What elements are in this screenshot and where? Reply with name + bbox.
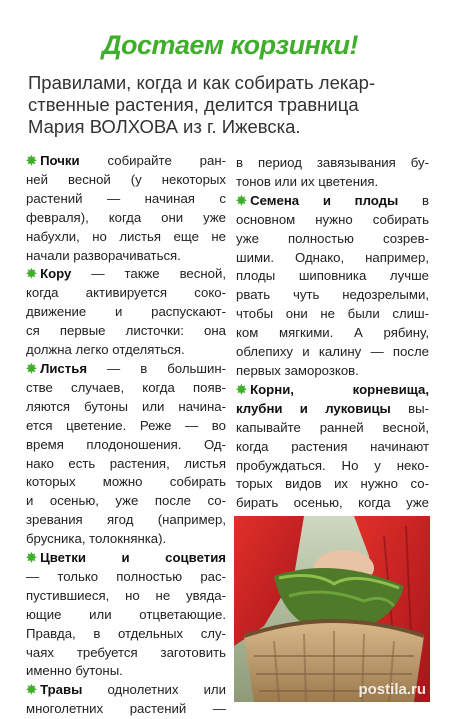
text-span: набухли, но листья еще не xyxy=(26,228,226,244)
text-span: брусника, толокнянка). xyxy=(26,531,167,547)
text-span: зревания ягод (например, xyxy=(26,512,226,528)
text-line xyxy=(26,606,226,625)
text-line xyxy=(26,322,226,341)
green-star-icon: ✸ xyxy=(26,153,38,168)
text-span: чаях требуется заготовить xyxy=(26,644,226,660)
text-line xyxy=(236,457,429,476)
text-span: Правда, в отдельных слу- xyxy=(26,625,226,641)
text-line xyxy=(26,398,226,417)
text-span: шими. Однако, например, xyxy=(236,249,429,265)
text-span: плоды шиповника лучше xyxy=(236,268,429,284)
text-line xyxy=(236,475,429,494)
text-span: растений — начиная с xyxy=(26,190,226,206)
text-span: — также весной, xyxy=(71,266,226,282)
text-span: движение и распускают- xyxy=(26,304,226,320)
text-line xyxy=(236,381,429,400)
section-keyword: клубни и луковицы xyxy=(236,400,391,416)
lead-line: ственные растения, делится травница xyxy=(28,94,359,115)
lead-line: Мария ВОЛХОВА из г. Ижевска. xyxy=(28,116,301,137)
text-line xyxy=(26,492,226,511)
text-span: ющие или отцветающие. xyxy=(26,606,226,622)
text-span: облепиху и калину — после xyxy=(236,344,429,360)
text-span: уже полностью созрев- xyxy=(236,230,429,246)
text-span: в период завязывания бу- xyxy=(236,155,429,170)
text-line xyxy=(26,284,226,303)
text-span: ется цветение. Реже — во xyxy=(26,417,226,433)
text-span: и осенью, уже после со- xyxy=(26,493,226,509)
text-line xyxy=(26,662,226,681)
text-span: однолетних или xyxy=(82,682,226,698)
text-span: пробуждаться. Но у неко- xyxy=(236,457,429,473)
text-line xyxy=(26,530,226,549)
text-span: начали разворачиваться. xyxy=(26,247,181,263)
text-line xyxy=(26,549,226,568)
text-line xyxy=(26,455,226,474)
watermark: postila.ru xyxy=(358,681,426,698)
section-keyword: Корни, корневища, xyxy=(250,381,429,397)
text-line xyxy=(236,324,429,343)
text-line xyxy=(236,249,429,268)
text-span: февраля), когда они уже xyxy=(26,209,226,225)
text-span: пустившиеся, но не увяда- xyxy=(26,587,226,603)
text-line xyxy=(236,267,429,286)
text-line xyxy=(26,417,226,436)
left-text-column xyxy=(26,152,226,719)
text-line xyxy=(26,247,226,266)
text-span: собирайте ран- xyxy=(79,153,226,168)
section-keyword: Листья xyxy=(40,360,88,376)
article-title: Достаем корзинки! xyxy=(101,30,359,60)
text-line xyxy=(236,154,429,173)
green-star-icon: ✸ xyxy=(236,381,248,397)
text-line xyxy=(26,190,226,209)
green-star-icon: ✸ xyxy=(236,192,248,208)
text-line xyxy=(236,211,429,230)
text-line xyxy=(236,362,429,381)
green-star-icon: ✸ xyxy=(26,682,38,698)
text-line xyxy=(26,700,226,719)
text-line xyxy=(26,511,226,530)
text-line xyxy=(26,303,226,322)
text-span: торых видов их нужно со- xyxy=(236,476,429,492)
text-span: именно бутоны. xyxy=(26,663,123,679)
section-keyword: Семена и плоды xyxy=(250,192,399,208)
text-line xyxy=(26,209,226,228)
text-line xyxy=(26,473,226,492)
text-span: которых можно собирать xyxy=(26,474,226,490)
section-keyword: Травы xyxy=(40,682,83,698)
text-span: — только полностью рас- xyxy=(26,568,226,584)
lead-line: Правилами, когда и как собирать лекар- xyxy=(28,72,376,93)
text-line xyxy=(236,286,429,305)
text-span: стве случаев, когда появ- xyxy=(26,379,226,395)
text-line xyxy=(26,171,226,190)
text-span: время плодоношения. Од- xyxy=(26,436,226,452)
section-keyword: Почки xyxy=(40,153,80,168)
text-span: ся первые листочки: она xyxy=(26,323,226,339)
text-line xyxy=(236,305,429,324)
text-line xyxy=(26,379,226,398)
text-line xyxy=(236,419,429,438)
text-span: бирать осенью, когда уже xyxy=(236,495,429,511)
text-line xyxy=(26,568,226,587)
text-line xyxy=(26,265,226,284)
green-star-icon: ✸ xyxy=(26,360,38,376)
text-line xyxy=(236,438,429,457)
text-line xyxy=(26,587,226,606)
text-line xyxy=(26,436,226,455)
text-line xyxy=(26,681,226,700)
green-star-icon: ✸ xyxy=(26,266,38,282)
text-span: основном нужно собирать xyxy=(236,211,429,227)
text-line xyxy=(236,494,429,513)
text-line xyxy=(26,625,226,644)
text-span: — в большин- xyxy=(87,360,226,376)
text-line xyxy=(236,173,429,192)
text-span: нако есть растения, листья xyxy=(26,455,226,471)
green-star-icon: ✸ xyxy=(26,550,38,566)
article-lead xyxy=(28,72,448,138)
text-span: тонов или их цветения. xyxy=(236,173,379,189)
text-span: когда активируется соко- xyxy=(26,285,226,301)
text-span: ляются бутоны или начина- xyxy=(26,398,226,414)
text-span: должна легко отделяться. xyxy=(26,342,185,358)
section-keyword: Цветки и соцветия xyxy=(40,550,226,566)
text-span: первых заморозков. xyxy=(236,362,359,378)
text-span: вы- xyxy=(390,400,429,416)
text-span: ком мягкими. А рябину, xyxy=(236,325,429,341)
text-span: когда растения начинают xyxy=(236,438,429,454)
text-line xyxy=(26,341,226,360)
text-line xyxy=(26,228,226,247)
text-span: капывайте ранней весной, xyxy=(236,419,429,435)
text-span: в xyxy=(398,192,429,208)
text-span: многолетних растений — xyxy=(26,701,226,717)
right-text-column xyxy=(236,154,429,532)
text-line xyxy=(236,343,429,362)
text-span: рвать чуть недозрелыми, xyxy=(236,287,429,303)
text-line xyxy=(236,400,429,419)
herb-basket-photo xyxy=(234,516,430,702)
text-line xyxy=(26,152,226,171)
section-keyword: Кору xyxy=(40,266,72,282)
text-span: чтобы они не были слиш- xyxy=(236,306,429,322)
text-line xyxy=(26,360,226,379)
text-span: ней весной (у некоторых xyxy=(26,171,226,187)
text-line xyxy=(26,644,226,663)
text-line xyxy=(236,230,429,249)
text-line xyxy=(236,192,429,211)
